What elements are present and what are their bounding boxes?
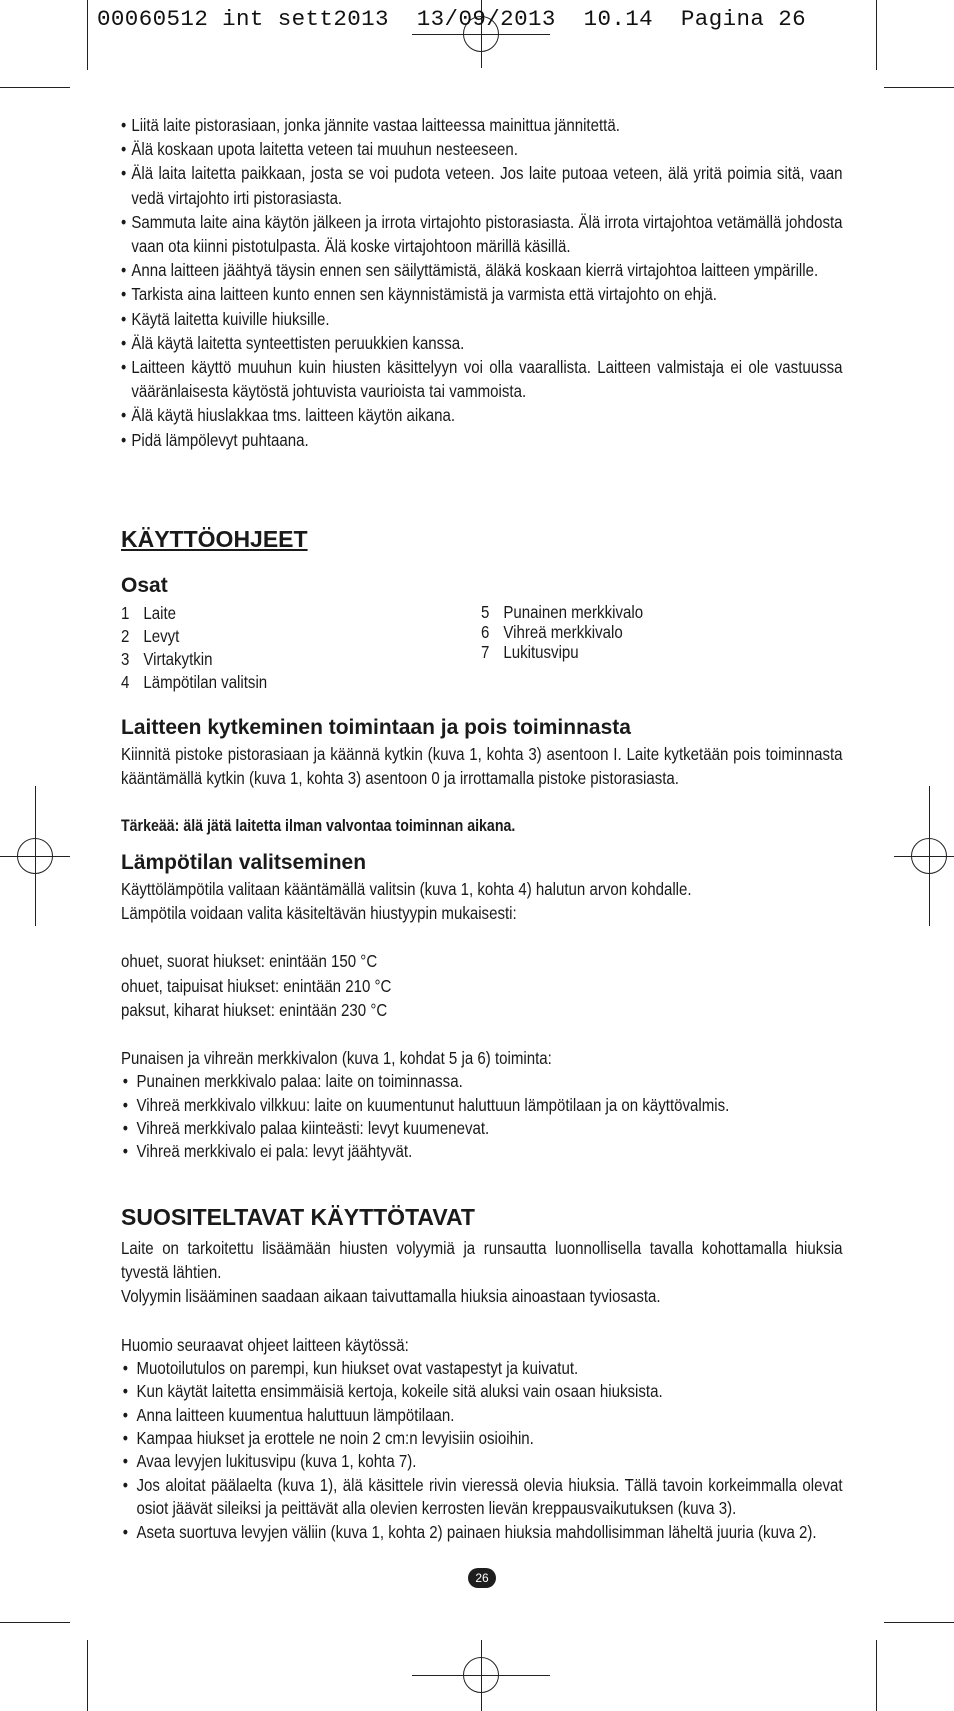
temperature-intro: Lämpötila voidaan valita käsiteltävän hiustyypin mukaisesti: bbox=[121, 903, 517, 924]
lights-list bbox=[121, 1070, 843, 1164]
switching-section bbox=[121, 742, 843, 839]
list-item: • Anna laitteen jäähtyä täysin ennen sen säilyttämistä, äläkä koskaan kierrä virtajohtoa laitteen ympärille. bbox=[121, 258, 843, 282]
list-item: • Anna laitteen kuumentua haluttuun lämpötilaan. bbox=[121, 1404, 843, 1427]
list-item: 4 Lämpötilan valitsin bbox=[121, 672, 268, 692]
temperature-setting: paksut, kiharat hiukset: enintään 230 °C bbox=[121, 999, 388, 1020]
temperature-setting: ohuet, taipuisat hiukset: enintään 210 °C bbox=[121, 975, 392, 996]
warning-text: Tärkeää: älä jätä laitetta ilman valvontaa toiminnan aikana. bbox=[121, 817, 516, 836]
list-item: 5 Punainen merkkivalo bbox=[481, 602, 644, 622]
recommended-text: Laite on tarkoitettu lisäämään hiusten volyymiä ja runsautta luonnollisella tavalla kohottamalla hiuksia tyvestä lähtien. bbox=[121, 1238, 843, 1283]
parts-title: Osat bbox=[121, 574, 168, 597]
notes-intro: Huomio seuraavat ohjeet laitteen käytössä: bbox=[121, 1334, 409, 1355]
list-item: • Avaa levyjen lukitusvipu (kuva 1, kohta 7). bbox=[121, 1450, 843, 1473]
list-item: • Älä käytä hiuslakkaa tms. laitteen käytön aikana. bbox=[121, 403, 843, 427]
list-item: • Vihreä merkkivalo ei pala: levyt jäähtyvät. bbox=[121, 1140, 843, 1163]
list-item: • Tarkista aina laitteen kunto ennen sen käynnistämistä ja varmista että virtajohto on ehjä. bbox=[121, 282, 843, 306]
section-title-recommended: SUOSITELTAVAT KÄYTTÖTAVAT bbox=[121, 1204, 475, 1230]
list-item: • Käytä laitetta kuiville hiuksille. bbox=[121, 307, 843, 331]
list-item: 1 Laite bbox=[121, 603, 176, 623]
list-item: 6 Vihreä merkkivalo bbox=[481, 622, 623, 642]
list-item: • Sammuta laite aina käytön jälkeen ja irrota virtajohto pistorasiasta. Älä irrota virtajohtoa vetämällä johdosta vaan ota kiinni pistotulpasta. Älä koske virtajohtoon märillä käsillä. bbox=[121, 210, 843, 258]
list-item: • Aseta suortuva levyjen väliin (kuva 1, kohta 2) painaen hiuksia mahdollisimman läheltä juuria (kuva 2). bbox=[121, 1521, 843, 1544]
parts-list-right bbox=[481, 602, 739, 662]
page-number: 26 bbox=[468, 1568, 496, 1588]
list-item: • Vihreä merkkivalo palaa kiinteästi: levyt kuumenevat. bbox=[121, 1117, 843, 1140]
list-item: 7 Lukitusvipu bbox=[481, 642, 579, 662]
list-item: • Älä laita laitetta paikkaan, josta se voi pudota veteen. Jos laite putoaa veteen, älä yritä poimia sitä, vaan vedä virtajohto irti pistorasiasta. bbox=[121, 161, 843, 209]
list-item: • Punainen merkkivalo palaa: laite on toiminnassa. bbox=[121, 1070, 843, 1093]
list-item: 3 Virtakytkin bbox=[121, 649, 213, 669]
recommended-text: Volyymin lisääminen saadaan aikaan taivuttamalla hiuksia ainoastaan tyviosasta. bbox=[121, 1286, 661, 1307]
list-item: 2 Levyt bbox=[121, 626, 180, 646]
list-item: • Kampaa hiukset ja erottele ne noin 2 cm:n levyisiin osioihin. bbox=[121, 1427, 843, 1450]
section-title-instructions: KÄYTTÖOHJEET bbox=[121, 526, 308, 552]
safety-list bbox=[121, 113, 843, 452]
print-slug: 00060512 int sett2013 13/09/2013 10.14 Pagina 26 bbox=[97, 6, 807, 32]
switching-title: Laitteen kytkeminen toimintaan ja pois toiminnasta bbox=[121, 716, 631, 739]
temperature-intro: Käyttölämpötila valitaan kääntämällä valitsin (kuva 1, kohta 4) halutun arvon kohdalle. bbox=[121, 879, 692, 899]
switching-text: Kiinnitä pistoke pistorasiaan ja käännä kytkin (kuva 1, kohta 3) asentoon I. Laite kytketään pois toiminnasta kääntämällä kytkin (kuva 1, kohta 3) asentoon 0 ja irrottamalla pistoke pistorasiasta. bbox=[121, 744, 843, 789]
list-item: • Laitteen käyttö muuhun kuin hiusten käsittelyyn voi olla vaarallista. Laitteen valmistaja ei ole vastuussa vääränlaisesta käytöstä johtuvista vaurioista tai vammoista. bbox=[121, 355, 843, 403]
list-item: • Liitä laite pistorasiaan, jonka jännite vastaa laitteessa mainittua jännitettä. bbox=[121, 113, 843, 137]
list-item: • Vihreä merkkivalo vilkkuu: laite on kuumentunut haluttuun lämpötilaan ja on käyttövalmis. bbox=[121, 1094, 843, 1117]
list-item: • Kun käytät laitetta ensimmäisiä kertoja, kokeile sitä aluksi vain osaan hiuksista. bbox=[121, 1380, 843, 1403]
list-item: • Älä koskaan upota laitetta veteen tai muuhun nesteeseen. bbox=[121, 137, 843, 161]
list-item: • Pidä lämpölevyt puhtaana. bbox=[121, 428, 843, 452]
notes-list bbox=[121, 1357, 843, 1544]
list-item: • Muotoilutulos on parempi, kun hiukset ovat vastapestyt ja kuivatut. bbox=[121, 1357, 843, 1380]
temperature-setting: ohuet, suorat hiukset: enintään 150 °C bbox=[121, 951, 378, 972]
list-item: • Jos aloitat päälaelta (kuva 1), älä käsittele rivin vieressä olevia hiuksia. Tällä tavoin korkeimmalla olevat osiot jäävät sileiksi ja peittävät alla olevien kerrosten lievän kreppausvaikutuksen (kuva 3). bbox=[121, 1474, 843, 1521]
temperature-title: Lämpötilan valitseminen bbox=[121, 851, 367, 874]
recommended-section bbox=[121, 1236, 843, 1544]
lights-intro: Punaisen ja vihreän merkkivalon (kuva 1, kohdat 5 ja 6) toiminta: bbox=[121, 1048, 552, 1069]
list-item: • Älä käytä laitetta synteettisten peruukkien kanssa. bbox=[121, 331, 843, 355]
temperature-section bbox=[121, 877, 843, 1164]
